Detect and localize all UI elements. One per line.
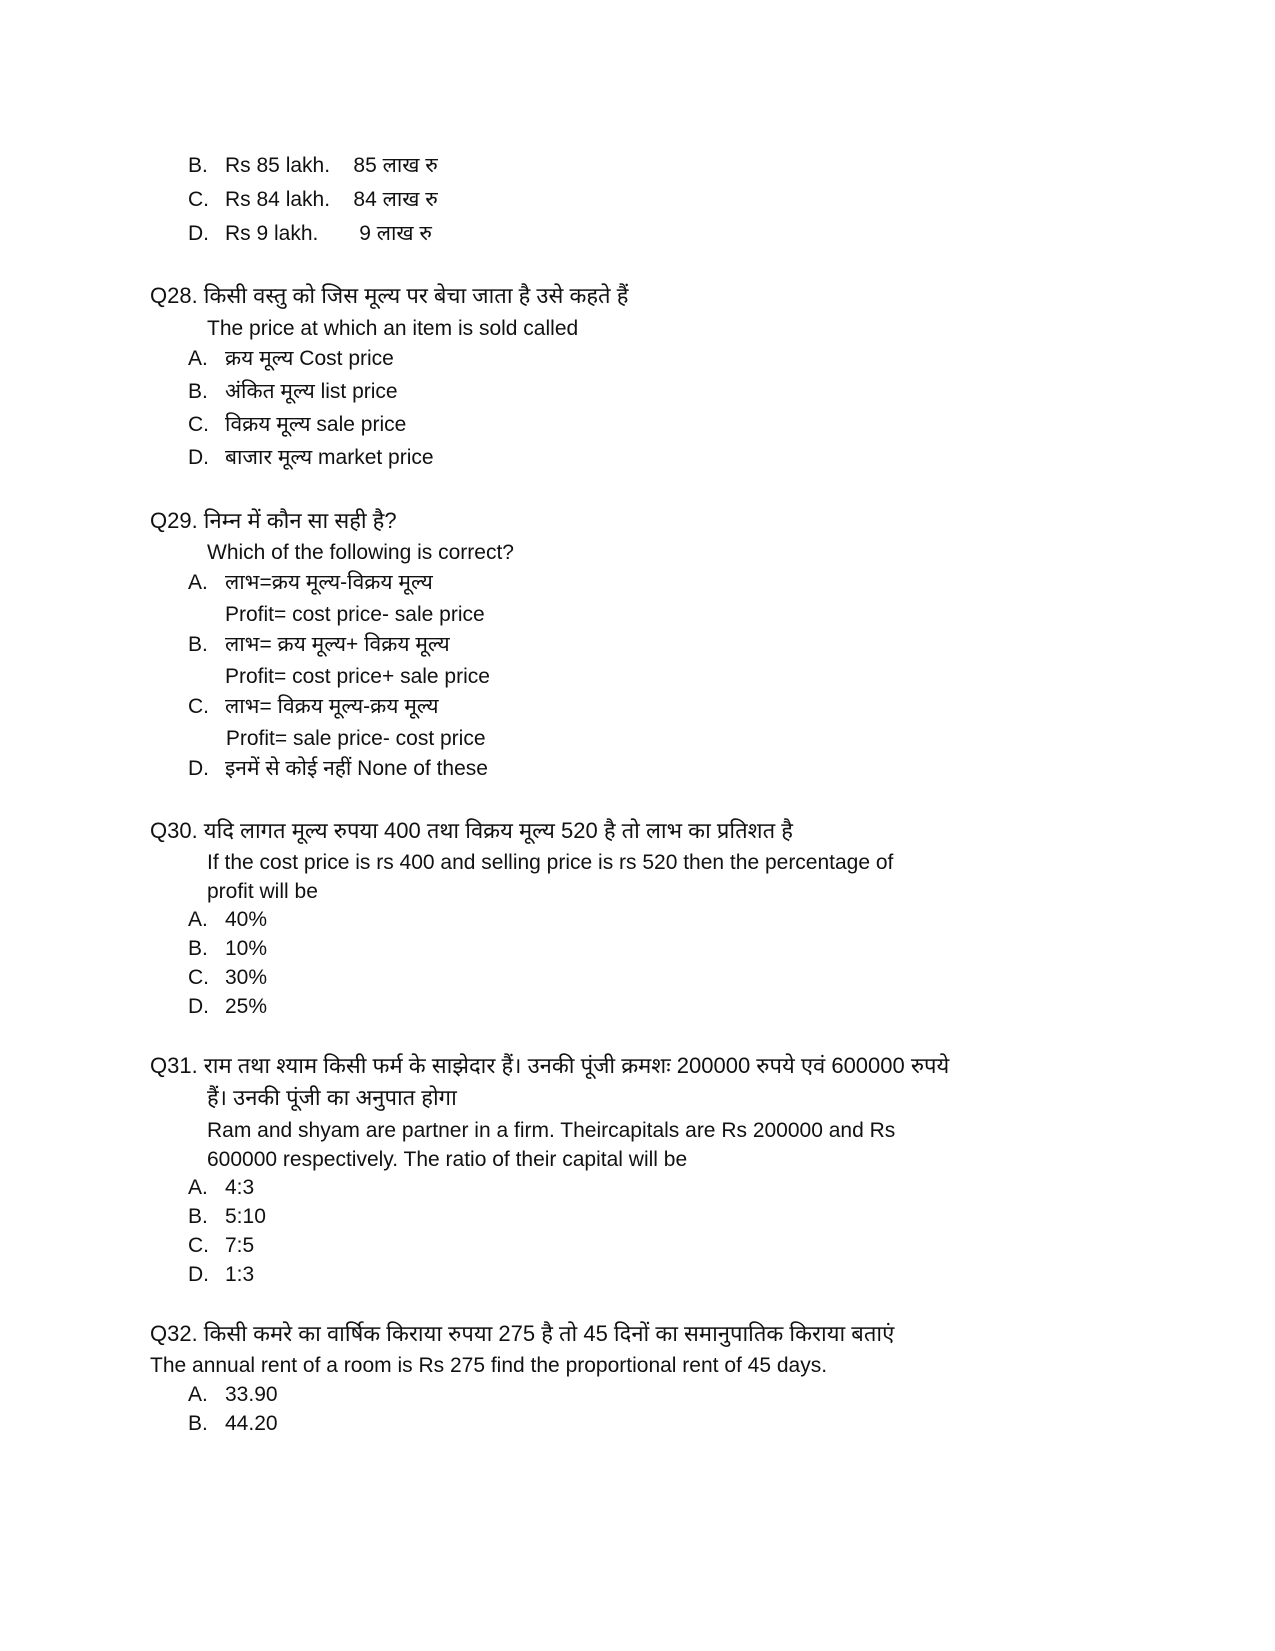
option-text: इनमें से कोई नहीं None of these (225, 757, 488, 780)
option-text: 44.20 (225, 1412, 278, 1435)
option-letter: B. (188, 633, 208, 656)
question-30-english-line2: profit will be (207, 880, 318, 903)
option-letter: B. (188, 1412, 208, 1435)
option-text: 4:3 (225, 1176, 255, 1199)
option-text: अंकित मूल्य list price (225, 380, 398, 403)
option-subtext: Profit= cost price+ sale price (225, 665, 490, 688)
question-31-hindi-line2: हैं। उनकी पूंजी का अनुपात होगा (207, 1085, 457, 1110)
option-letter: C. (188, 188, 209, 211)
option-letter: A. (188, 908, 208, 931)
option-letter: A. (188, 1176, 208, 1199)
option-text: 40% (225, 908, 268, 931)
option-letter: B. (188, 937, 208, 960)
option-letter: C. (188, 966, 209, 989)
option-letter: D. (188, 757, 209, 780)
question-29-english: Which of the following is correct? (207, 541, 514, 564)
question-31-english-line2: 600000 respectively. The ratio of their capital will be (207, 1148, 688, 1171)
option-subtext: Profit= sale price- cost price (220, 727, 486, 750)
option-text: बाजार मूल्य market price (225, 446, 434, 469)
option-letter: B. (188, 380, 208, 403)
option-letter: C. (188, 413, 209, 436)
option-text: विक्रय मूल्य sale price (225, 413, 407, 436)
question-31-english-line1: Ram and shyam are partner in a firm. Theircapitals are Rs 200000 and Rs (207, 1119, 896, 1142)
option-text: लाभ= क्रय मूल्य+ विक्रय मूल्य (225, 633, 450, 656)
option-letter: D. (188, 1263, 209, 1286)
option-text: लाभ=क्रय मूल्य-विक्रय मूल्य (225, 571, 433, 594)
option-letter: A. (188, 571, 208, 594)
option-text: 33.90 (225, 1383, 278, 1406)
option-letter: D. (188, 222, 209, 245)
question-28-hindi: Q28. किसी वस्तु को जिस मूल्य पर बेचा जाता है उसे कहते हैं (150, 283, 629, 308)
option-letter: D. (188, 995, 209, 1018)
option-text: क्रय मूल्य Cost price (225, 347, 394, 370)
question-30-english-line1: If the cost price is rs 400 and selling price is rs 520 then the percentage of (207, 851, 894, 874)
option-text: 10% (225, 937, 268, 960)
question-32-english: The annual rent of a room is Rs 275 find the proportional rent of 45 days. (150, 1354, 828, 1377)
option-letter: B. (188, 1205, 208, 1228)
option-text: लाभ= विक्रय मूल्य-क्रय मूल्य (225, 695, 439, 718)
option-letter: A. (188, 347, 208, 370)
option-text: 1:3 (225, 1263, 255, 1286)
option-text: Rs 9 lakh. 9 लाख रु (225, 222, 432, 245)
option-letter: D. (188, 446, 209, 469)
question-31-hindi-line1: Q31. राम तथा श्याम किसी फर्म के साझेदार हैं। उनकी पूंजी क्रमशः 200000 रुपये एवं 600000 रुपये (150, 1053, 950, 1078)
option-letter: C. (188, 695, 209, 718)
option-text: 30% (225, 966, 268, 989)
option-text: 5:10 (225, 1205, 266, 1228)
question-29-hindi: Q29. निम्न में कौन सा सही है? (150, 508, 397, 533)
question-32-hindi: Q32. किसी कमरे का वार्षिक किराया रुपया 275 है तो 45 दिनों का समानुपातिक किराया बताएं (150, 1321, 895, 1346)
question-30-hindi: Q30. यदि लागत मूल्य रुपया 400 तथा विक्रय मूल्य 520 है तो लाभ का प्रतिशत है (150, 818, 793, 843)
option-text: Rs 84 lakh. 84 लाख रु (225, 188, 438, 211)
question-28-english: The price at which an item is sold called (207, 317, 579, 340)
option-subtext: Profit= cost price- sale price (225, 603, 485, 626)
option-text: 25% (225, 995, 268, 1018)
option-text: Rs 85 lakh. 85 लाख रु (225, 154, 438, 177)
option-letter: A. (188, 1383, 208, 1406)
option-letter: C. (188, 1234, 209, 1257)
option-text: 7:5 (225, 1234, 255, 1257)
option-letter: B. (188, 154, 208, 177)
